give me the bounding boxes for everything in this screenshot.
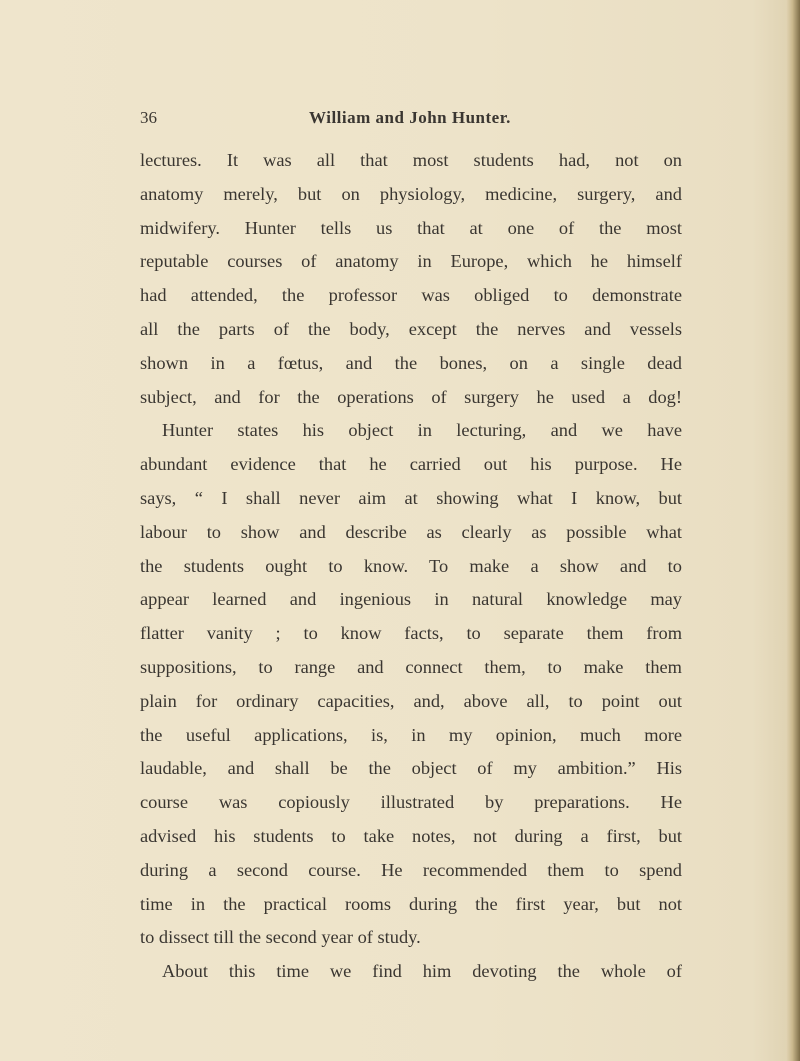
text-line: flatter vanity ; to know facts, to separate them from [140, 623, 682, 644]
text-line: to dissect till the second year of study. [140, 927, 421, 948]
text-line: suppositions, to range and connect them, to make them [140, 656, 682, 677]
text-line: anatomy merely, but on physiology, medicine, surgery, and [140, 183, 682, 204]
text-line: abundant evidence that he carried out his purpose. He [140, 454, 682, 475]
text-line: laudable, and shall be the object of my ambition.” His [140, 758, 682, 779]
text-line: course was copiously illustrated by preparations. He [140, 792, 682, 813]
text-line: the students ought to know. To make a show and to [140, 555, 682, 576]
text-line: the useful applications, is, in my opinion, much more [140, 724, 682, 745]
text-line: lectures. It was all that most students had, not on [140, 150, 682, 170]
text-line: Hunter states his object in lecturing, and we have [162, 420, 682, 441]
text-line: labour to show and describe as clearly as possible what [140, 521, 682, 542]
text-line: About this time we find him devoting the whole of [162, 961, 682, 982]
body-text [140, 144, 682, 989]
text-line: all the parts of the body, except the nerves and vessels [140, 318, 682, 339]
text-line: shown in a fœtus, and the bones, on a single dead [140, 352, 682, 373]
page-number: 36 [140, 108, 157, 127]
text-line: says, “ I shall never aim at showing what I know, but [140, 487, 682, 508]
text-line: during a second course. He recommended them to spend [140, 859, 682, 880]
text-line: advised his students to take notes, not during a first, but [140, 825, 682, 846]
text-line: appear learned and ingenious in natural knowledge may [140, 589, 682, 610]
running-head [140, 108, 680, 138]
text-line: midwifery. Hunter tells us that at one of the most [140, 217, 682, 238]
text-line: time in the practical rooms during the first year, but not [140, 893, 682, 914]
text-line: reputable courses of anatomy in Europe, which he himself [140, 251, 682, 272]
text-line: plain for ordinary capacities, and, above all, to point out [140, 690, 682, 711]
running-title: William and John Hunter. [309, 108, 511, 127]
text-line: subject, and for the operations of surgery he used a dog! [140, 386, 682, 407]
text-line: had attended, the professor was obliged to demonstrate [140, 285, 682, 306]
page-edge-shadow [786, 0, 800, 1061]
